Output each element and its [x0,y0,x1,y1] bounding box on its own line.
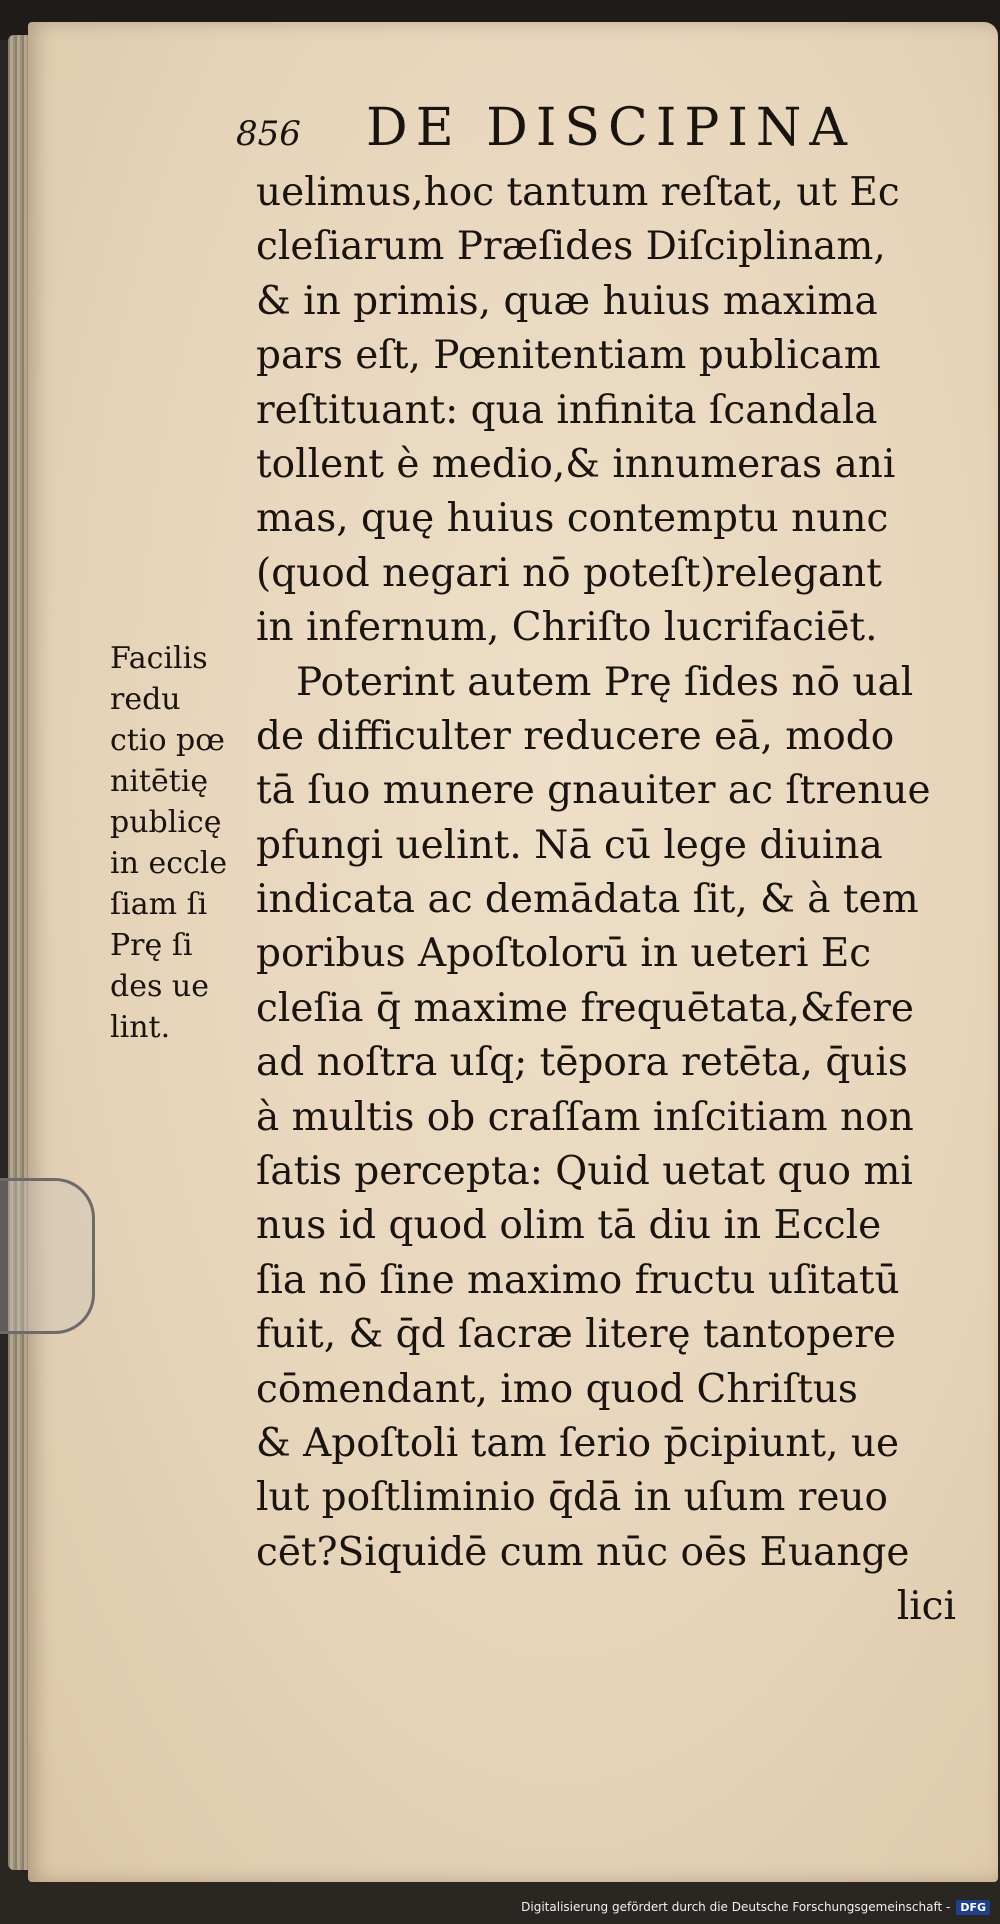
margin-note-line: ſiam ſi [110,887,208,922]
margin-note-line: ctio pœ [110,723,225,758]
running-head: DE DISCIPINA [366,98,855,158]
text-line: cēt?Siquidē cum nūc oēs Euange [256,1529,910,1575]
page-header [236,98,926,162]
page-clip [0,1178,95,1334]
margin-note-line: redu [110,682,181,717]
text-line: tollent è medio,& innumeras ani [256,441,896,487]
margin-note-line: in eccle [110,846,228,881]
margin-note-line: Facilis [110,641,208,676]
text-line: cleſia q̄ maxime frequētata,&fere [256,985,914,1031]
catchword: lici [896,1584,956,1630]
text-line: Poterint autem Prę ſides nō ual [296,659,914,705]
margin-note-line: publicę [110,805,222,840]
text-line: uelimus,hoc tantum reſtat, ut Ec [256,170,900,215]
margin-note-line: nitētię [110,764,209,799]
text-line: fuit, & q̄d ſacræ literę tantopere [256,1312,896,1358]
text-line: & in primis, quæ huius maxima [256,278,878,324]
text-line: pars eſt, Pœnitentiam publicam [256,333,881,379]
text-line: cōmendant, imo quod Chriſtus [256,1366,858,1412]
text-line: in infernum, Chriſto lucrifaciēt. [256,605,878,651]
text-line: de difficulter reducere eā, modo [256,713,895,759]
body-text [256,166,956,1635]
digitization-footer [521,1896,990,1918]
margin-note-line: des ue [110,969,209,1004]
text-line: indicata ac demādata ſit, & à tem [256,877,919,923]
text-line: ſatis percepta: Quid uetat quo mi [256,1149,913,1195]
text-line: poribus Apoſtolorū in ueteri Ec [256,931,872,977]
text-line: à multis ob craſſam inſcitiam non [256,1094,914,1140]
text-line: & Apoſtoli tam ſerio p̄cipiunt, ue [256,1420,900,1466]
margin-note [110,638,270,1048]
text-line: tā ſuo munere gnauiter ac ſtrenue [256,768,931,814]
page-number: 856 [236,114,301,154]
margin-note-line: Prę ſi [110,928,193,963]
text-line: reſtituant: qua infinita ſcandala [256,387,878,433]
text-line: pfungi uelint. Nā cū lege diuina [256,822,883,868]
text-line: mas, quę huius contemptu nunc [256,496,889,542]
footer-credit: Digitalisierung gefördert durch die Deutsche Forschungsgemeinschaft - [521,1900,951,1914]
text-line: ſia nō ſine maximo fructu uſitatū [256,1257,900,1303]
margin-note-line: lint. [110,1010,171,1045]
dfg-logo-icon: DFG [956,1900,990,1915]
text-line: nus id quod olim tā diu in Eccle [256,1203,882,1249]
text-line: cleſiarum Præſides Diſciplinam, [256,224,886,270]
text-line: ad noſtra uſq; tēpora retēta, q̄uis [256,1040,908,1086]
text-line: lut poſtliminio q̄dā in uſum reuo [256,1475,889,1521]
text-line: (quod negari nō poteſt)relegant [256,550,882,596]
